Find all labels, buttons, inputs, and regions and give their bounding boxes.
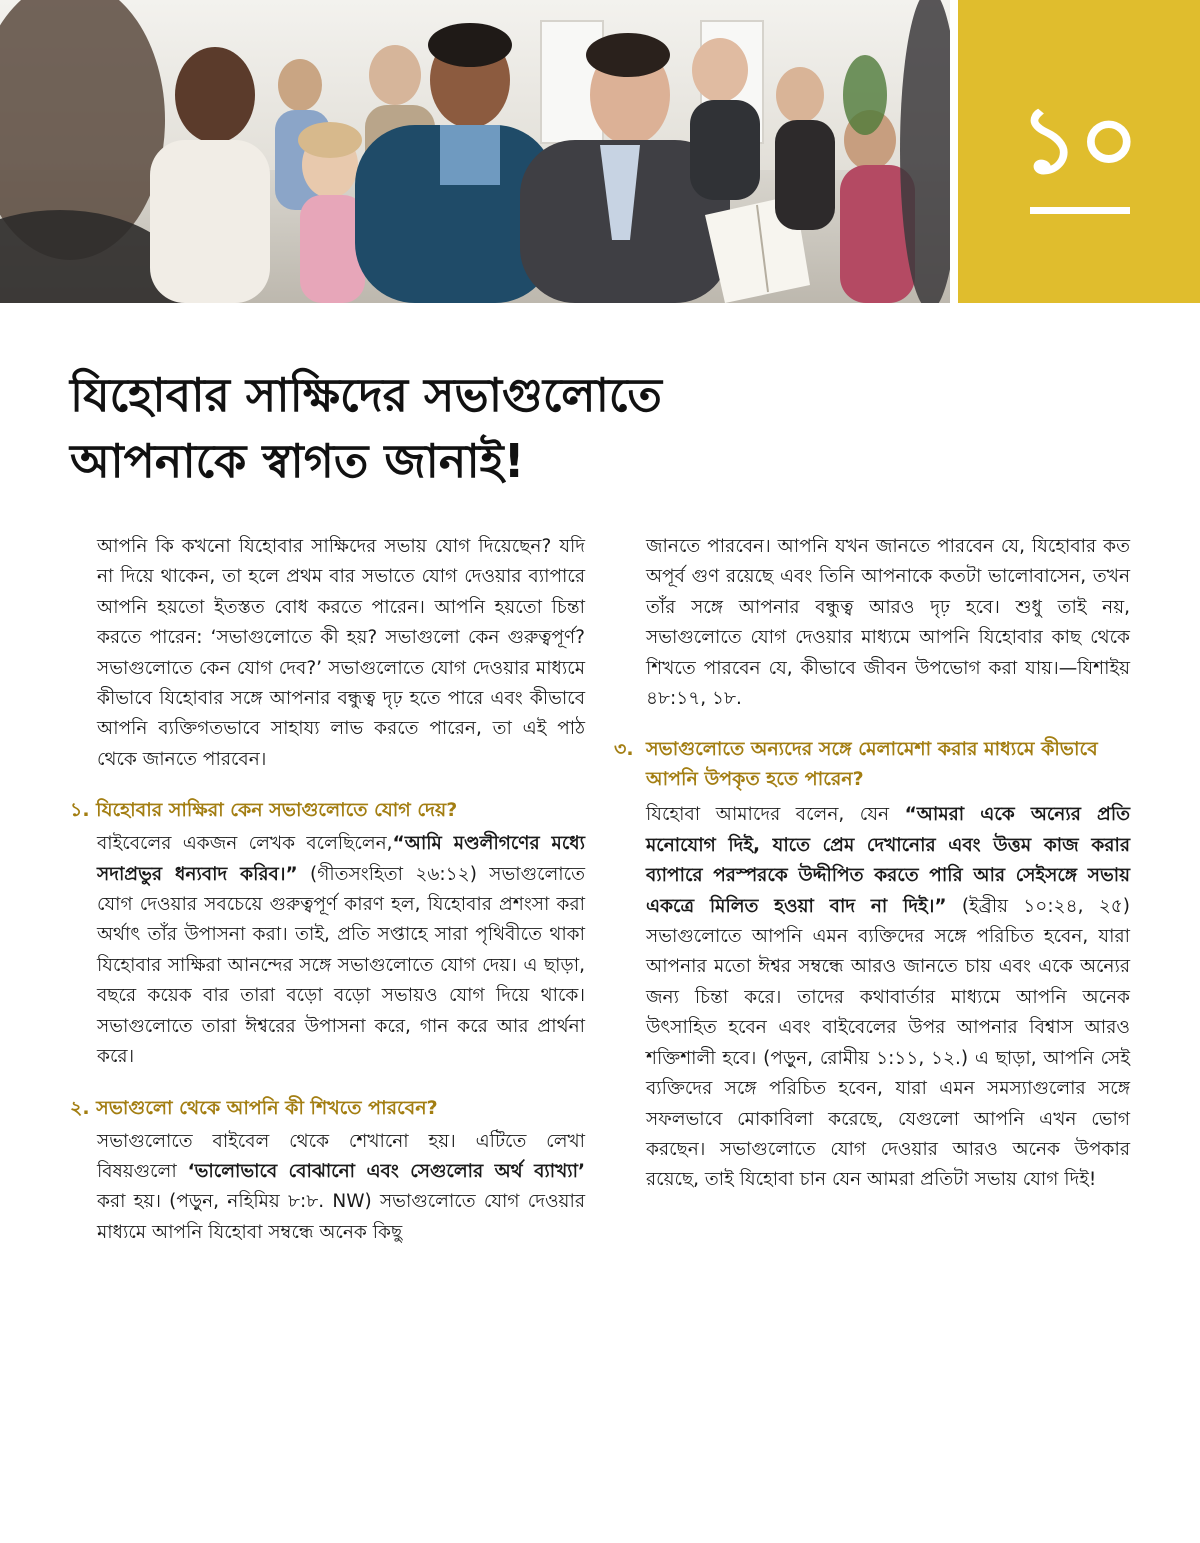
question-2-paragraph (97, 1127, 585, 1249)
question-2-heading: ২. সভাগুলো থেকে আপনি কী শিখতে পারবেন? (70, 1096, 438, 1119)
lesson-number: ১০ (1019, 87, 1139, 194)
q3-text-post: (ইব্রীয় ১০:২৪, ২৫) সভাগুলোতে আপনি এমন ব্যক্তিদের সঙ্গে পরিচিত হবেন, যারা আপনার মতো ঈশ্বর সম্বন্ধে আরও জানতে চায় এবং একে অন্যের জন্য চিন্তা করে। তাদের কথাবার্তার মাধ্যমে আপনি অনেক উৎসাহিত হবেন এবং বাইবেলের উপর আপনার বিশ্বাস আরও শক্তিশালী হবে। (পড়ুন, রোমীয় ১:১১, ১২.) এ ছাড়া, আপনি সেই ব্যক্তিদের সঙ্গে পরিচিত হবেন, যারা এমন সমস্যাগুলোর সঙ্গে সফলভাবে মোকাবিলা করেছে, যেগুলো আপনি এখন ভোগ করছেন। সভাগুলোতে যোগ দেওয়ার আরও অনেক উপকার রয়েছে, তাই যিহোবা চান যেন আমরা প্রতিটা সভায় যোগ দিই! (646, 895, 1130, 1191)
lesson-number-badge (958, 0, 1200, 303)
q2-text-pre: সভাগুলোতে বাইবেল থেকে শেখানো হয়। এটিতে লেখা বিষয়গুলো (97, 1130, 585, 1182)
page-title-line-1: যিহোবার সাক্ষিদের সভাগুলোতে (70, 368, 662, 422)
lesson-number-underline (1030, 207, 1130, 214)
question-3-heading-text: সভাগুলোতে অন্যদের সঙ্গে মেলামেশা করার মাধ্যমে কীভাবে আপনি উপকৃত হতে পারেন? (646, 738, 1098, 791)
audience-illustration (0, 0, 950, 303)
q3-text-pre: যিহোবা আমাদের বলেন, যেন (646, 804, 905, 826)
left-column (70, 532, 585, 1248)
q3-scripture-quote: “আমরা একে অন্যের প্রতি মনোযোগ দিই, যাতে প্রেম দেখানোর এবং উত্তম কাজ করার ব্যাপারে পরস্পরকে উদ্দীপিত করতে পারি আর সেইসঙ্গে সভায় একত্রে মিলিত হওয়া বাদ না দিই।” (646, 804, 1130, 917)
page-title-line-2: আপনাকে স্বাগত জানাই! (70, 434, 525, 488)
question-3-paragraph (646, 800, 1130, 1195)
header-photo (0, 0, 950, 303)
q2-scripture-quote: ‘ভালোভাবে বোঝানো এবং সেগুলোর অর্থ ব্যাখ্যা’ (187, 1160, 585, 1182)
question-3-number: ৩. (614, 738, 634, 761)
question-3-heading (614, 734, 1130, 794)
q1-scripture-quote: “আমি মণ্ডলীগণের মধ্যে সদাপ্রভুর ধন্যবাদ করিব।” (97, 833, 585, 885)
intro-paragraph: আপনি কি কখনো যিহোবার সাক্ষিদের সভায় যোগ দিয়েছেন? যদি না দিয়ে থাকেন, তা হলে প্রথম বার সভাতে যোগ দেওয়ার ব্যাপারে আপনি হয়তো ইতস্তত বোধ করতে পারেন। আপনি হয়তো চিন্তা করতে পারেন: ‘সভাগুলোতে কী হয়? সভাগুলো কেন গুরুত্বপূর্ণ? সভাগুলোতে কেন যোগ দেব?’ সভাগুলোতে যোগ দেওয়ার মাধ্যমে কীভাবে যিহোবার সঙ্গে আপনার বন্ধুত্ব দৃঢ় হতে পারে এবং কীভাবে আপনি ব্যক্তিগতভাবে সাহায্য লাভ করতে পারেন, তা এই পাঠ থেকে জানতে পারবেন। (97, 536, 585, 770)
question-1-paragraph (97, 829, 585, 1072)
right-column (614, 532, 1130, 1196)
q2-text-post: করা হয়। (পড়ুন, নহিমিয় ৮:৮. NW) সভাগুলোতে যোগ দেওয়ার মাধ্যমে আপনি যিহোবা সম্বন্ধে অনেক কিছু (97, 1191, 585, 1243)
question-1-heading: ১. যিহোবার সাক্ষিরা কেন সভাগুলোতে যোগ দেয়? (70, 799, 458, 822)
q1-text-pre: বাইবেলের একজন লেখক বলেছিলেন, (97, 833, 393, 855)
q1-text-post: (গীতসংহিতা ২৬:১২) সভাগুলোতে যোগ দেওয়ার সবচেয়ে গুরুত্বপূর্ণ কারণ হল, যিহোবার প্রশংসা করা অর্থাৎ তাঁর উপাসনা করা। তাই, প্রতি সপ্তাহে সারা পৃথিবীতে থাকা যিহোবার সাক্ষিরা আনন্দের সঙ্গে সভাগুলোতে যোগ দেয়। এ ছাড়া, বছরে কয়েক বার তারা বড়ো বড়ো সভায়ও যোগ দিয়ে থাকে। সভাগুলোতে তারা ঈশ্বরের উপাসনা করে, গান করে আর প্রার্থনা করে। (97, 863, 585, 1068)
page-title (70, 362, 970, 494)
question-2-continuation: জানতে পারবেন। আপনি যখন জানতে পারবেন যে, যিহোবার কত অপূর্ব গুণ রয়েছে এবং তিনি আপনাকে কতটা ভালোবাসেন, তখন তাঁর সঙ্গে আপনার বন্ধুত্ব আরও দৃঢ় হবে। শুধু তাই নয়, সভাগুলোতে যোগ দেওয়ার মাধ্যমে আপনি যিহোবার কাছ থেকে শিখতে পারবেন যে, কীভাবে জীবন উপভোগ করা যায়।—যিশাইয় ৪৮:১৭, ১৮. (646, 536, 1130, 710)
